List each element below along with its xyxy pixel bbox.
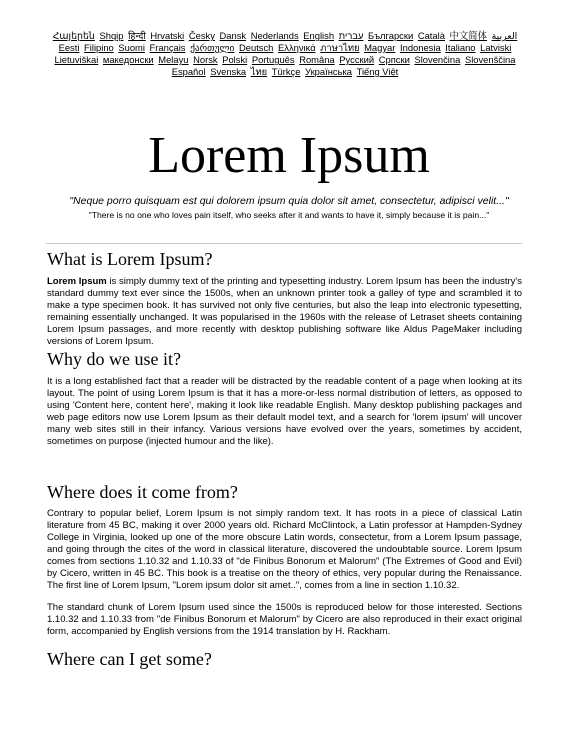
language-link[interactable]: ‫עברית <box>338 30 364 41</box>
language-link[interactable]: Polski <box>222 54 248 65</box>
language-link[interactable]: Melayu <box>158 54 189 65</box>
paragraph-why: It is a long established fact that a reader will be distracted by the readable content of a page when looking at its layout. The point of using Lorem Ipsum is that it has a more-or-less normal distribution of letters, as opposed to using 'Content here, content here', making it look like readable English. Many desktop publishing packages and web page editors now use Lorem Ipsum as their default model text, and a search for 'lorem ipsum' will uncover many web sites still in their infancy. Various versions have evolved over the years, sometimes by accident, sometimes on purpose (injected humour and the like). <box>47 376 522 447</box>
language-link[interactable]: Türkçe <box>271 66 301 77</box>
heading-why-use-it: Why do we use it? <box>47 349 181 369</box>
page-title: Lorem Ipsum <box>148 127 430 184</box>
language-link[interactable]: Suomi <box>118 42 145 53</box>
language-link[interactable]: ไทย <box>250 66 268 77</box>
language-link[interactable]: Lietuviškai <box>54 54 99 65</box>
language-link[interactable]: Indonesia <box>400 42 441 53</box>
paragraph-where-1: Contrary to popular belief, Lorem Ipsum is not simply random text. It has roots in a piece of classical Latin literature from 45 BC, making it over 2000 years old. Richard McClintock, a Latin professor at Hampden-Sydney College in Virginia, looked up one of the more obscure Latin words, consectetur, from a Lorem Ipsum passage, and going through the cites of the word in classical literature, discovered the undoubtable source. Lorem Ipsum comes from sections 1.10.32 and 1.10.33 of "de Finibus Bonorum et Malorum" (The Extremes of Good and Evil) by Cicero, written in 45 BC. This book is a treatise on the theory of ethics, very popular during the Renaissance. The first line of Lorem Ipsum, "Lorem ipsum dolor sit amet..", comes from a line in section 1.10.32. <box>47 508 522 591</box>
paragraph-what-text: is simply dummy text of the printing and typesetting industry. Lorem Ipsum has been the industry's standard dummy text ever since the 1500s, when an unknown printer took a galley of type and scrambled it to make a type specimen book. It has survived not only five centuries, but also the leap into electronic typesetting, remaining essentially unchanged. It was popularised in the 1960s with the release of Letraset sheets containing Lorem Ipsum passages, and more recently with desktop publishing software like Aldus PageMaker including versions of Lorem Ipsum. <box>47 276 522 347</box>
language-link[interactable]: हिन्दी <box>128 30 146 41</box>
language-link[interactable]: Български <box>368 30 414 41</box>
paragraph-what <box>47 276 522 348</box>
paragraph-where-2: The standard chunk of Lorem Ipsum used since the 1500s is reproduced below for those interested. Sections 1.10.32 and 1.10.33 from "de Finibus Bonorum et Malorum" by Cicero are also reproduced in their exact original form, accompanied by English versions from the 1914 translation by H. Rackham. <box>47 602 522 637</box>
language-link[interactable]: ქართული <box>190 42 235 53</box>
language-link[interactable]: Français <box>149 42 186 53</box>
language-link[interactable]: Latviski <box>480 42 512 53</box>
language-link[interactable]: Norsk <box>193 54 218 65</box>
language-link[interactable]: Svenska <box>210 66 247 77</box>
latin-quote: "Neque porro quisquam est qui dolorem ipsum quia dolor sit amet, consectetur, adipisci velit..." <box>69 195 509 207</box>
language-link[interactable]: Tiếng Việt <box>356 66 399 77</box>
language-link[interactable]: 中文简体 <box>449 30 488 41</box>
language-link[interactable]: Српски <box>378 54 410 65</box>
language-link[interactable]: Shqip <box>99 30 124 41</box>
language-link[interactable]: Hrvatski <box>150 30 185 41</box>
language-bar <box>40 30 530 78</box>
language-link[interactable]: Dansk <box>219 30 247 41</box>
language-link[interactable]: Ελληνικά <box>278 42 316 53</box>
language-link[interactable]: Filipino <box>84 42 114 53</box>
language-link[interactable]: Pyccкий <box>339 54 375 65</box>
language-link[interactable]: Magyar <box>364 42 396 53</box>
language-link[interactable]: Català <box>417 30 445 41</box>
heading-where-get: Where can I get some? <box>47 649 212 669</box>
divider <box>46 243 522 244</box>
language-link[interactable]: Româna <box>299 54 335 65</box>
language-link[interactable]: Slovenčina <box>414 54 461 65</box>
language-link[interactable]: Česky <box>188 30 215 41</box>
language-link[interactable]: Slovenščina <box>464 54 516 65</box>
language-link[interactable]: ภาษาไทย <box>320 42 360 53</box>
language-link[interactable]: Español <box>171 66 206 77</box>
main-content <box>47 248 522 670</box>
language-link[interactable]: Հայերեն <box>52 30 95 41</box>
heading-where-from: Where does it come from? <box>47 482 238 502</box>
language-link[interactable]: Українська <box>305 66 352 77</box>
language-link[interactable]: македонски <box>102 54 154 65</box>
english-quote: "There is no one who loves pain itself, who seeks after it and wants to have it, simply because it is pain..." <box>88 210 490 220</box>
language-link[interactable]: English <box>303 30 335 41</box>
heading-what-is-lorem-ipsum: What is Lorem Ipsum? <box>47 249 213 269</box>
lorem-ipsum-bold: Lorem Ipsum <box>47 276 107 287</box>
language-link[interactable]: ‫العربية <box>491 30 518 41</box>
language-link[interactable]: Nederlands <box>250 30 299 41</box>
language-link[interactable]: Italiano <box>445 42 476 53</box>
language-link[interactable]: Deutsch <box>239 42 274 53</box>
language-link[interactable]: Português <box>251 54 295 65</box>
language-link[interactable]: Eesti <box>58 42 80 53</box>
